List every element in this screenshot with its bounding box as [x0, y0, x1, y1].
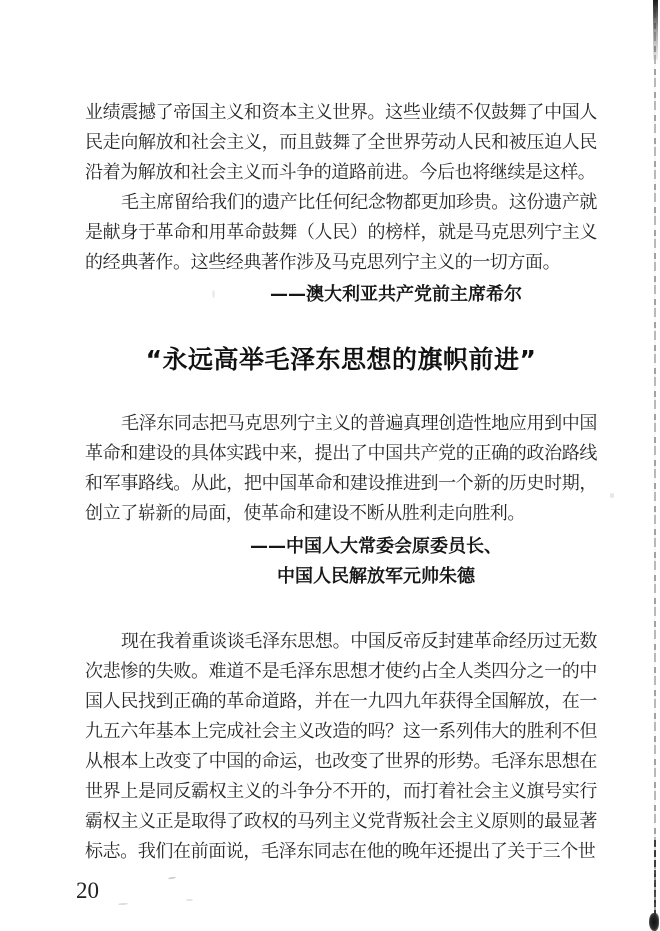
- attribution-line-2: 中国人民解放军元帅朱德: [277, 566, 475, 587]
- paragraph-quote-zhude: 毛泽东同志把马克思列宁主义的普遍真理创造性地应用到中国革命和建设的具体实践中来，提出了中国共产党的正确的政治路线和军事路线。从此，把中国革命和建设推进到一个新的历史时期，创立了崭新的局面，使革命和建设不断从胜利走向胜利。: [85, 413, 597, 524]
- scan-smudge: [168, 876, 176, 879]
- paragraph-body-discussion: 现在我着重谈谈毛泽东思想。中国反帝反封建革命经历过无数次悲惨的失败。难道不是毛泽东思想才使约占全人类四分之一的中国人民找到正确的革命道路，并在一九四九年获得全国解放，在一九五六年基本上完成社会主义改造的吗？这一系列伟大的胜利不但从根本上改变了中国的命运，也改变了世界的形势。毛泽东思想在世界上是同反霸权主义的斗争分不开的，而打着社会主义旗号实行霸权主义正是取得了政权的马列主义党背叛社会主义原则的最显著标志。我们在前面说，毛泽东同志在他的晚年还提出了关于三个世: [85, 631, 597, 862]
- section-heading: “永远高举毛泽东思想的旗帜前进”: [145, 345, 537, 374]
- scan-artifact-top-dark-streak: [653, 0, 658, 60]
- scan-smudge: [212, 290, 215, 298]
- scan-smudge: [610, 493, 614, 498]
- scan-artifact-vertical-line: [654, 0, 656, 931]
- scan-smudge: [118, 903, 128, 906]
- attribution-line-1: ——中国人大常委会原委员长、: [250, 536, 502, 557]
- paragraph-quote-continuation: 业绩震撼了帝国主义和资本主义世界。这些业绩不仅鼓舞了中国人民走向解放和社会主义，而且鼓舞了全世界劳动人民和被压迫人民沿着为解放和社会主义而斗争的道路前进。今后也将继续是这样。: [85, 102, 597, 183]
- scan-smudge: [186, 899, 193, 901]
- page-number: 20: [76, 878, 99, 903]
- quote-attribution-hill: ——澳大利亚共产党前主席希尔: [270, 284, 522, 305]
- paragraph-quote-legacy: 毛主席留给我们的遗产比任何纪念物都更加珍贵。这份遗产就是献身于革命和用革命鼓舞（人民）的榜样，就是马克思列宁主义的经典著作。这些经典著作涉及马克思列宁主义的一切方面。: [85, 192, 597, 273]
- scan-artifact-corner-blob: [649, 913, 659, 931]
- quote-attribution-zhude: [155, 532, 597, 592]
